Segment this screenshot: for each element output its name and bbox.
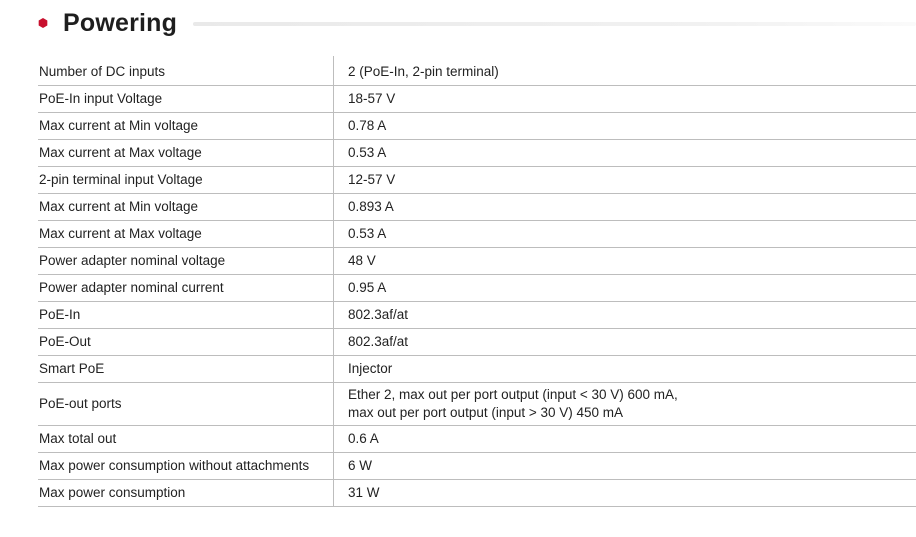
spec-row	[38, 86, 916, 113]
spec-row	[38, 167, 916, 194]
spec-value: 0.53 A	[334, 221, 916, 248]
spec-table	[38, 56, 916, 507]
spec-label: Max current at Max voltage	[38, 221, 334, 248]
spec-row	[38, 113, 916, 140]
spec-value: 0.78 A	[334, 113, 916, 140]
hexagon-bullet-icon	[38, 18, 48, 28]
spec-value: 802.3af/at	[334, 302, 916, 329]
section-header	[38, 6, 916, 40]
spec-value: 6 W	[334, 453, 916, 480]
spec-value-line: max out per port output (input > 30 V) 450 mA	[348, 405, 624, 420]
spec-row	[38, 383, 916, 426]
spec-value: 0.893 A	[334, 194, 916, 221]
spec-label: PoE-In input Voltage	[38, 86, 334, 113]
spec-label: PoE-out ports	[38, 383, 334, 426]
spec-label: PoE-Out	[38, 329, 334, 356]
spec-row	[38, 356, 916, 383]
spec-value: 18-57 V	[334, 86, 916, 113]
spec-value: 48 V	[334, 248, 916, 275]
spec-label: Max current at Min voltage	[38, 194, 334, 221]
spec-row	[38, 480, 916, 507]
spec-value: Injector	[334, 356, 916, 383]
spec-label: Power adapter nominal current	[38, 275, 334, 302]
spec-row	[38, 140, 916, 167]
spec-row	[38, 453, 916, 480]
spec-row	[38, 275, 916, 302]
spec-value: 2 (PoE-In, 2-pin terminal)	[334, 56, 916, 86]
spec-label: PoE-In	[38, 302, 334, 329]
spec-value	[334, 383, 916, 426]
spec-row	[38, 329, 916, 356]
spec-label: Number of DC inputs	[38, 56, 334, 86]
spec-row	[38, 248, 916, 275]
spec-row	[38, 194, 916, 221]
spec-value: 0.6 A	[334, 426, 916, 453]
spec-label: Max current at Max voltage	[38, 140, 334, 167]
spec-value: 12-57 V	[334, 167, 916, 194]
spec-value: 0.95 A	[334, 275, 916, 302]
spec-row	[38, 221, 916, 248]
spec-row	[38, 56, 916, 86]
spec-value-line: Ether 2, max out per port output (input < 30 V) 600 mA,	[348, 387, 678, 402]
spec-label: Max power consumption without attachments	[38, 453, 334, 480]
spec-value: 31 W	[334, 480, 916, 507]
spec-value: 0.53 A	[334, 140, 916, 167]
spec-label: Max power consumption	[38, 480, 334, 507]
section-title: Powering	[63, 8, 178, 37]
spec-label: 2-pin terminal input Voltage	[38, 167, 334, 194]
spec-label: Smart PoE	[38, 356, 334, 383]
title-divider	[193, 22, 916, 26]
spec-value: 802.3af/at	[334, 329, 916, 356]
spec-label: Max total out	[38, 426, 334, 453]
spec-row	[38, 302, 916, 329]
spec-label: Power adapter nominal voltage	[38, 248, 334, 275]
spec-label: Max current at Min voltage	[38, 113, 334, 140]
spec-row	[38, 426, 916, 453]
